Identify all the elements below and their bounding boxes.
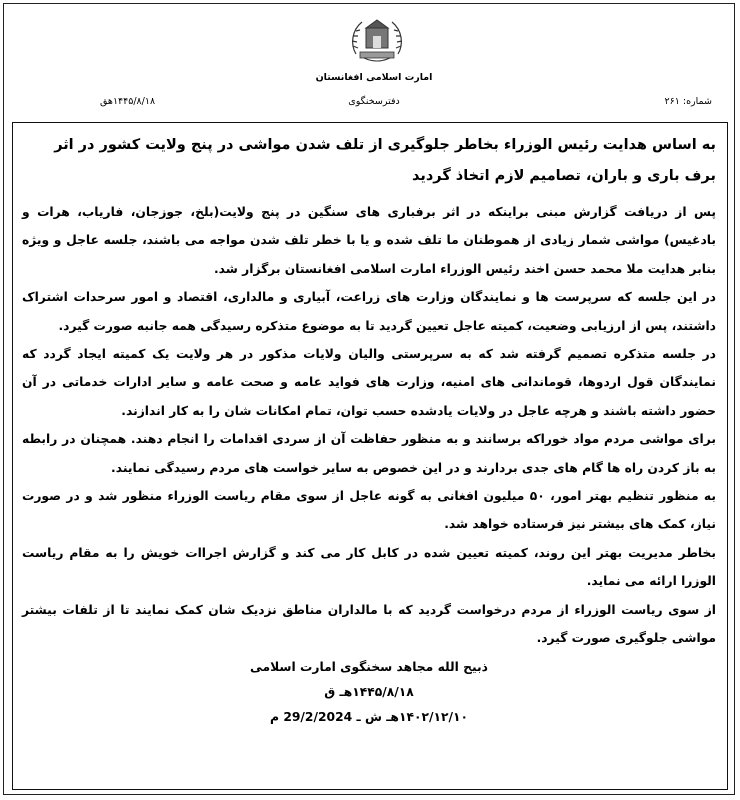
signature-name: ذبیح الله مجاهد سخنگوی امارت اسلامی: [250, 659, 488, 674]
paragraph: بخاطر مدیریت بهتر این روند، کمیته تعیین شده در کابل کار می کند و گزارش اجراات خویش را به مقام ریاست الوزرا ارائه می نماید.: [22, 545, 716, 589]
department-name: دفترسخنگوی: [348, 96, 400, 107]
paragraph: پس از دریافت گزارش مبنی براینکه در اثر برفباری های سنگین در پنج ولایت(بلخ، جوزجان، فاریاب، هرات و بادغیس) مواشی شمار زیادی از هموطنان ما تلف شده و یا با خطر تلف شدن مواجه می باشند، جلسه عاجل و ویژه بنابر هدایت ملا محمد حسن اخند رئیس الوزراء امارت اسلامی افغانستان برگزار شد.: [22, 205, 716, 276]
paragraph: در این جلسه که سرپرست ها و نمایندگان وزارت های زراعت، آبیاری و مالداری، اقتصاد و امور سرحدات اشتراک داشتند، پس از ارزیابی وضعیت، کمیته عاجل تعیین گردید تا به موضوع متذکره رسیدگی همه جانبه صورت گیرد.: [22, 290, 716, 333]
paragraph: به منظور تنظیم بهتر امور، ۵۰ میلیون افغانی به گونه عاجل از سوی مقام ریاست الوزراء منظور شد و در صورت نیاز، کمک های بیشتر نیز فرستاده خواهد شد.: [22, 489, 717, 532]
paragraph: از سوی ریاست الوزراء از مردم درخواست گردید که با مالداران مناطق نزدیک شان کمک نمایند تا از تلفات بیشتر مواشی جلوگیری صورت گیرد.: [22, 602, 716, 646]
paragraph: در جلسه متذکره تصمیم گرفته شد که به سرپرستی والیان ولایات مذکور در هر ولایت یک کمیته ایجاد گردد که نمایندگان قول اردوها، قوماندانی های امنیه، وزارت های فواید عامه و صحت عامه و سایر ادارات خدماتی در آن حضور داشته باشند و هرچه عاجل در ولایات یادشده حسب توان، تمام امکانات شان را به کار اندازند.: [22, 347, 716, 418]
signature-date-combined: ۱۴۰۲/۱۲/۱۰هـ ش ـ 29/2/2024 م: [270, 709, 468, 724]
signature-date-lunar: ۱۴۴۵/۸/۱۸هـ ق: [324, 684, 414, 699]
document-date: ۱۴۴۵/۸/۱۸هق: [100, 96, 156, 107]
paragraph: برای مواشی مردم مواد خوراکه برسانند و به منظور حفاظت آن از سردی اقدامات را انجام دهند. همچنان در رابطه به باز کردن راه ها گام های جدی بردارند و در این خصوص به سایر خواست های مردم رسیدگی نمایند.: [22, 432, 716, 475]
document-number: شماره: ۲۶۱: [664, 96, 712, 107]
org-name: امارت اسلامی افغانستان: [315, 72, 433, 83]
document-frame: [3, 3, 735, 795]
document-title: به اساس هدایت رئیس الوزراء بخاطر جلوگیری از تلف شدن مواشی در پنج ولایت کشور در اثر برف باری و باران، تصامیم لازم اتخاذ گردید: [54, 137, 716, 184]
signature-block: [22, 655, 716, 730]
emirate-seal-emblem-icon: [346, 14, 408, 66]
document-body: [22, 130, 716, 730]
